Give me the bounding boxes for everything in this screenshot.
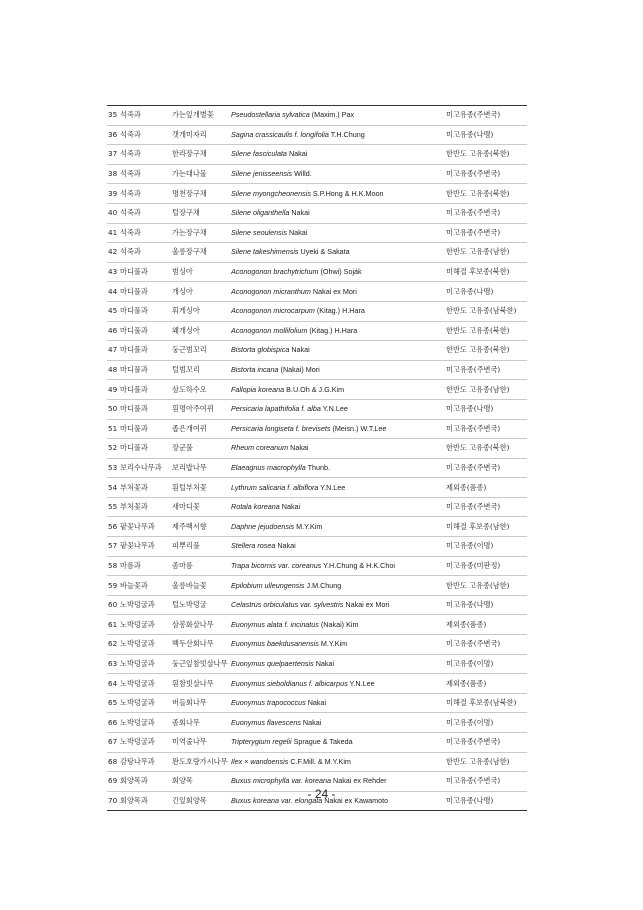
family-name: 노박덩굴과 [119,713,171,733]
scientific-name-binomial: Rotala koreana [231,502,280,512]
family-name: 노박덩굴과 [119,674,171,694]
row-number: 57 [107,537,119,557]
status-label: 미고유종(나맹) [445,791,527,811]
table-row [107,282,527,302]
scientific-name-binomial: Sagina crassicaulis f. longifolia [231,129,329,139]
status-label: 한반도 고유종(남한) [445,243,527,263]
table-row [107,301,527,321]
scientific-name-binomial: Euonymus flavescens [231,717,301,727]
korean-name: 휘게싱아 [171,301,230,321]
family-name: 감탕나무과 [119,752,171,772]
scientific-name [230,419,445,439]
row-number: 45 [107,301,119,321]
scientific-name-binomial: Epilobium ulleungensis [231,580,305,590]
scientific-name-author: (Nakai) Kim [320,619,359,629]
row-number: 56 [107,517,119,537]
korean-name: 울릉장구채 [171,243,230,263]
table-row [107,262,527,282]
scientific-name-binomial: Silene oliganthella [231,208,290,218]
status-label: 미고유종(이명) [445,537,527,557]
scientific-name-author: Nakai [277,541,296,551]
scientific-name-author: Nakai ex Rehder [333,776,387,786]
row-number: 48 [107,360,119,380]
row-number: 49 [107,380,119,400]
korean-name: 제주백서향 [171,517,230,537]
table-row [107,321,527,341]
scientific-name [230,674,445,694]
scientific-name-author: Nakai [288,227,308,237]
scientific-name-author: C.F.Mill. & M.Y.Kim [290,756,351,766]
table-row [107,654,527,674]
scientific-name [230,733,445,753]
row-number: 44 [107,282,119,302]
scientific-name [230,145,445,165]
scientific-name-author: Willd. [294,169,312,179]
korean-name: 흰참빗살나무 [171,674,230,694]
row-number: 46 [107,321,119,341]
table-row [107,595,527,615]
scientific-name [230,203,445,223]
row-number: 70 [107,791,119,811]
table-row [107,164,527,184]
family-name: 노박덩굴과 [119,615,171,635]
row-number: 61 [107,615,119,635]
family-name: 회양목과 [119,791,171,811]
korean-name: 흰명아주여뀌 [171,399,230,419]
row-number: 64 [107,674,119,694]
row-number: 42 [107,243,119,263]
row-number: 47 [107,341,119,361]
scientific-name-author: Y.N.Lee [349,678,375,688]
family-name: 마디풀과 [119,419,171,439]
table-row [107,360,527,380]
scientific-name-author: Nakai [307,698,327,708]
scientific-name [230,282,445,302]
row-number: 38 [107,164,119,184]
row-number: 55 [107,497,119,517]
family-name: 마디풀과 [119,360,171,380]
korean-name: 가는장구채 [171,223,230,243]
family-name: 노박덩굴과 [119,635,171,655]
table-row [107,125,527,145]
row-number: 68 [107,752,119,772]
status-label: 미해결 후보종(남한) [445,517,527,537]
korean-name: 흰털부처꽃 [171,478,230,498]
korean-name: 울릉바늘꽃 [171,576,230,596]
status-label: 미고유종(주변국) [445,223,527,243]
korean-name: 왜개싱아 [171,321,230,341]
scientific-name-binomial: Bistorta globispica [231,345,290,355]
status-label: 제외종(품종) [445,674,527,694]
table-row [107,184,527,204]
scientific-name-author: Y.H.Chung & H.K.Choi [323,560,395,570]
family-name: 회양목과 [119,772,171,792]
scientific-name-binomial: Tripterygium regelii [231,737,292,747]
scientific-name-binomial: Euonymus baekdusanensis [231,639,319,649]
status-label: 한반도 고유종(북한) [445,184,527,204]
family-name: 노박덩굴과 [119,733,171,753]
scientific-name-binomial: Aconogonon micranthum [231,286,311,296]
family-name: 바늘꽃과 [119,576,171,596]
korean-name: 한라장구채 [171,145,230,165]
family-name: 노박덩굴과 [119,693,171,713]
scientific-name-binomial: Silene seoulensis [231,227,287,237]
scientific-name [230,654,445,674]
scientific-name-author: Uyeki & Sakata [300,247,350,257]
scientific-name-binomial: Lythrum salicaria f. albiflora [231,482,319,492]
family-name: 보리수나무과 [119,458,171,478]
status-label: 한반도 고유종(남북한) [445,301,527,321]
scientific-name-author: Nakai [315,658,335,668]
status-label: 미고유종(주변국) [445,733,527,753]
korean-name: 새마디꽃 [171,497,230,517]
species-table-body [107,106,527,811]
status-label: 미고유종(이명) [445,713,527,733]
scientific-name-binomial: Buxus koreana var. elongata [231,796,323,806]
scientific-name-binomial: Euonymus trapococcus [231,698,306,708]
row-number: 43 [107,262,119,282]
scientific-name [230,223,445,243]
status-label: 미고유종(주변국) [445,635,527,655]
korean-name: 명천장구채 [171,184,230,204]
row-number: 66 [107,713,119,733]
status-label: 제외종(품종) [445,615,527,635]
scientific-name [230,497,445,517]
scientific-name-binomial: Trapa bicornis var. coreanus [231,560,322,570]
korean-name: 가는잎개별꽃 [171,106,230,126]
scientific-name [230,713,445,733]
species-table [107,105,527,811]
korean-name: 완도호랑가시나무 [171,752,230,772]
scientific-name-binomial: Buxus microphylla var. koreana [231,776,332,786]
page-number: - 24 - [307,787,336,801]
status-label: 한반도 고유종(북한) [445,145,527,165]
scientific-name-binomial: Stellera rosea [231,541,276,551]
scientific-name-author: Nakai [290,443,309,453]
row-number: 54 [107,478,119,498]
status-label: 미고유종(미판정) [445,556,527,576]
scientific-name-author: S.P.Hong & H.K.Moon [312,188,384,198]
scientific-name [230,752,445,772]
scientific-name-binomial: Silene myongcheonensis [231,188,311,198]
table-row [107,223,527,243]
row-number: 41 [107,223,119,243]
korean-name: 범싱아 [171,262,230,282]
status-label: 미고유종(나맹) [445,595,527,615]
scientific-name-author: Nakai [291,345,310,355]
korean-name: 털노박덩굴 [171,595,230,615]
family-name: 석죽과 [119,106,171,126]
status-label: 미해결 후보종(북한) [445,262,527,282]
scientific-name-author: M.Y.Kim [296,521,323,531]
scientific-name-author: M.Y.Kim [320,639,348,649]
table-row [107,537,527,557]
table-row [107,341,527,361]
family-name: 마디풀과 [119,321,171,341]
family-name: 팥꽃나무과 [119,517,171,537]
family-name: 마름과 [119,556,171,576]
scientific-name [230,360,445,380]
scientific-name-binomial: Aconogonon brachytrichum [231,267,319,277]
table-row [107,733,527,753]
scientific-name-binomial: Euonymus alata f. incinatus [231,619,319,629]
table-row [107,556,527,576]
scientific-name-binomial: Rheum coreanum [231,443,289,453]
scientific-name [230,164,445,184]
row-number: 36 [107,125,119,145]
status-label: 한반도 고유종(북한) [445,321,527,341]
status-label: 미고유종(주변국) [445,419,527,439]
table-row [107,478,527,498]
status-label: 미고유종(나맹) [445,399,527,419]
scientific-name-binomial: Aconogonon microcarpum [231,306,315,316]
scientific-name [230,125,445,145]
status-label: 제외종(품종) [445,478,527,498]
korean-name: 개싱아 [171,282,230,302]
scientific-name-author: Nakai [288,149,308,159]
scientific-name-author: Nakai ex Mori [312,286,357,296]
scientific-name-binomial: Persicaria lapathifolia f. alba [231,404,321,414]
korean-name: 버들회나무 [171,693,230,713]
korean-name: 삼봉화살나무 [171,615,230,635]
scientific-name-binomial: Pseudostellaria sylvatica [231,110,310,120]
scientific-name [230,576,445,596]
scientific-name-binomial: Silene fasciculata [231,149,287,159]
scientific-name-author: (Kitag.) H.Hara [309,325,358,335]
row-number: 63 [107,654,119,674]
korean-name: 피뿌리풀 [171,537,230,557]
scientific-name-author: Nakai ex Kawamoto [324,796,389,806]
family-name: 마디풀과 [119,439,171,459]
scientific-name-binomial: Aconogonon mollifolium [231,325,308,335]
scientific-name [230,321,445,341]
family-name: 마디풀과 [119,301,171,321]
scientific-name [230,693,445,713]
status-label: 미고유종(주변국) [445,360,527,380]
family-name: 석죽과 [119,223,171,243]
scientific-name [230,615,445,635]
row-number: 67 [107,733,119,753]
korean-name: 백두산회나무 [171,635,230,655]
scientific-name [230,243,445,263]
scientific-name-binomial: Silene jenisseensis [231,169,293,179]
status-label: 한반도 고유종(북한) [445,341,527,361]
scientific-name [230,380,445,400]
row-number: 51 [107,419,119,439]
species-table-container [107,105,527,811]
row-number: 69 [107,772,119,792]
table-row [107,106,527,126]
scientific-name [230,301,445,321]
scientific-name-author: Y.N.Lee [322,404,348,414]
korean-name: 갯개미자리 [171,125,230,145]
scientific-name-binomial: Daphne jejudoensis [231,521,295,531]
row-number: 58 [107,556,119,576]
status-label: 미고유종(나맹) [445,125,527,145]
scientific-name-binomial: Fallopia koreana [231,384,285,394]
status-label: 미고유종(주변국) [445,106,527,126]
korean-name: 미역줄나무 [171,733,230,753]
scientific-name [230,517,445,537]
table-row [107,615,527,635]
scientific-name-author: (Kitag.) H.Hara [316,306,365,316]
table-row [107,752,527,772]
korean-name: 좀마름 [171,556,230,576]
korean-name: 좁은개여뀌 [171,419,230,439]
table-row [107,458,527,478]
status-label: 미고유종(주변국) [445,497,527,517]
scientific-name-binomial: Silene takeshimensis [231,247,299,257]
scientific-name [230,478,445,498]
table-row [107,419,527,439]
status-label: 미고유종(주변국) [445,458,527,478]
table-row [107,693,527,713]
korean-name: 좀회나무 [171,713,230,733]
table-row [107,439,527,459]
scientific-name [230,106,445,126]
scientific-name-author: Nakai [281,502,301,512]
family-name: 노박덩굴과 [119,654,171,674]
scientific-name-author: Nakai [291,208,310,218]
korean-name: 가는대나물 [171,164,230,184]
table-row [107,243,527,263]
status-label: 미고유종(주변국) [445,203,527,223]
status-label: 미고유종(주변국) [445,772,527,792]
family-name: 부처꽃과 [119,497,171,517]
row-number: 53 [107,458,119,478]
scientific-name [230,262,445,282]
row-number: 59 [107,576,119,596]
scientific-name-binomial: Ilex × wandoensis [231,756,289,766]
row-number: 35 [107,106,119,126]
row-number: 39 [107,184,119,204]
table-row [107,517,527,537]
row-number: 40 [107,203,119,223]
table-row [107,145,527,165]
scientific-name [230,458,445,478]
scientific-name-author: (Meisn.) W.T.Lee [332,423,387,433]
row-number: 50 [107,399,119,419]
status-label: 미고유종(나맹) [445,282,527,302]
korean-name: 둥근잎참빗살나무 [171,654,230,674]
korean-name: 보리밥나무 [171,458,230,478]
table-row [107,497,527,517]
scientific-name-author: B.U.Oh & J.G.Kim [286,384,345,394]
family-name: 마디풀과 [119,341,171,361]
scientific-name [230,439,445,459]
family-name: 마디풀과 [119,399,171,419]
table-row [107,399,527,419]
family-name: 부처꽃과 [119,478,171,498]
scientific-name [230,399,445,419]
scientific-name-binomial: Celastrus orbiculatus var. sylvestris [231,600,344,610]
row-number: 62 [107,635,119,655]
status-label: 미고유종(주변국) [445,164,527,184]
status-label: 한반도 고유종(남한) [445,752,527,772]
table-row [107,635,527,655]
scientific-name-binomial: Bistorta incana [231,365,279,375]
scientific-name-binomial: Elaeagnus macrophylla [231,462,306,472]
table-row [107,203,527,223]
row-number: 60 [107,595,119,615]
family-name: 석죽과 [119,125,171,145]
row-number: 65 [107,693,119,713]
korean-name: 장군풀 [171,439,230,459]
scientific-name [230,556,445,576]
status-label: 미해결 후보종(남북한) [445,693,527,713]
scientific-name-author: (Nakai) Mori [280,365,320,375]
scientific-name [230,595,445,615]
scientific-name-author: Thunb. [307,462,330,472]
table-row [107,380,527,400]
scientific-name-author: (Ohwi) Soják [320,267,362,277]
row-number: 37 [107,145,119,165]
status-label: 한반도 고유종(남한) [445,380,527,400]
scientific-name-author: (Maxim.) Pax [311,110,355,120]
scientific-name-binomial: Euonymus sieboldianus f. albicarpus [231,678,348,688]
table-row [107,576,527,596]
scientific-name-author: Sprague & Takeda [293,737,353,747]
status-label: 한반도 고유종(북한) [445,439,527,459]
scientific-name-author: J.M.Chung [306,580,342,590]
family-name: 마디풀과 [119,262,171,282]
status-label: 한반도 고유종(남한) [445,576,527,596]
korean-name: 긴잎회양목 [171,791,230,811]
scientific-name-author: Y.N.Lee [320,482,346,492]
family-name: 석죽과 [119,164,171,184]
korean-name: 털범꼬리 [171,360,230,380]
family-name: 노박덩굴과 [119,595,171,615]
korean-name: 둥근범꼬리 [171,341,230,361]
table-row [107,674,527,694]
korean-name: 털장구채 [171,203,230,223]
scientific-name [230,341,445,361]
family-name: 마디풀과 [119,380,171,400]
family-name: 석죽과 [119,145,171,165]
family-name: 석죽과 [119,184,171,204]
scientific-name-author: Nakai ex Mori [345,600,390,610]
scientific-name [230,635,445,655]
korean-name: 삼도하수오 [171,380,230,400]
family-name: 석죽과 [119,243,171,263]
table-row [107,713,527,733]
korean-name: 회양목 [171,772,230,792]
status-label: 미고유종(이명) [445,654,527,674]
scientific-name-binomial: Euonymus quelpaertensis [231,658,314,668]
scientific-name-author: T.H.Chung [330,129,365,139]
family-name: 마디풀과 [119,282,171,302]
scientific-name-binomial: Persicaria longiseta f. brevisets [231,423,331,433]
scientific-name [230,537,445,557]
scientific-name-author: Nakai [302,717,322,727]
row-number: 52 [107,439,119,459]
family-name: 석죽과 [119,203,171,223]
scientific-name [230,184,445,204]
family-name: 팥꽃나무과 [119,537,171,557]
